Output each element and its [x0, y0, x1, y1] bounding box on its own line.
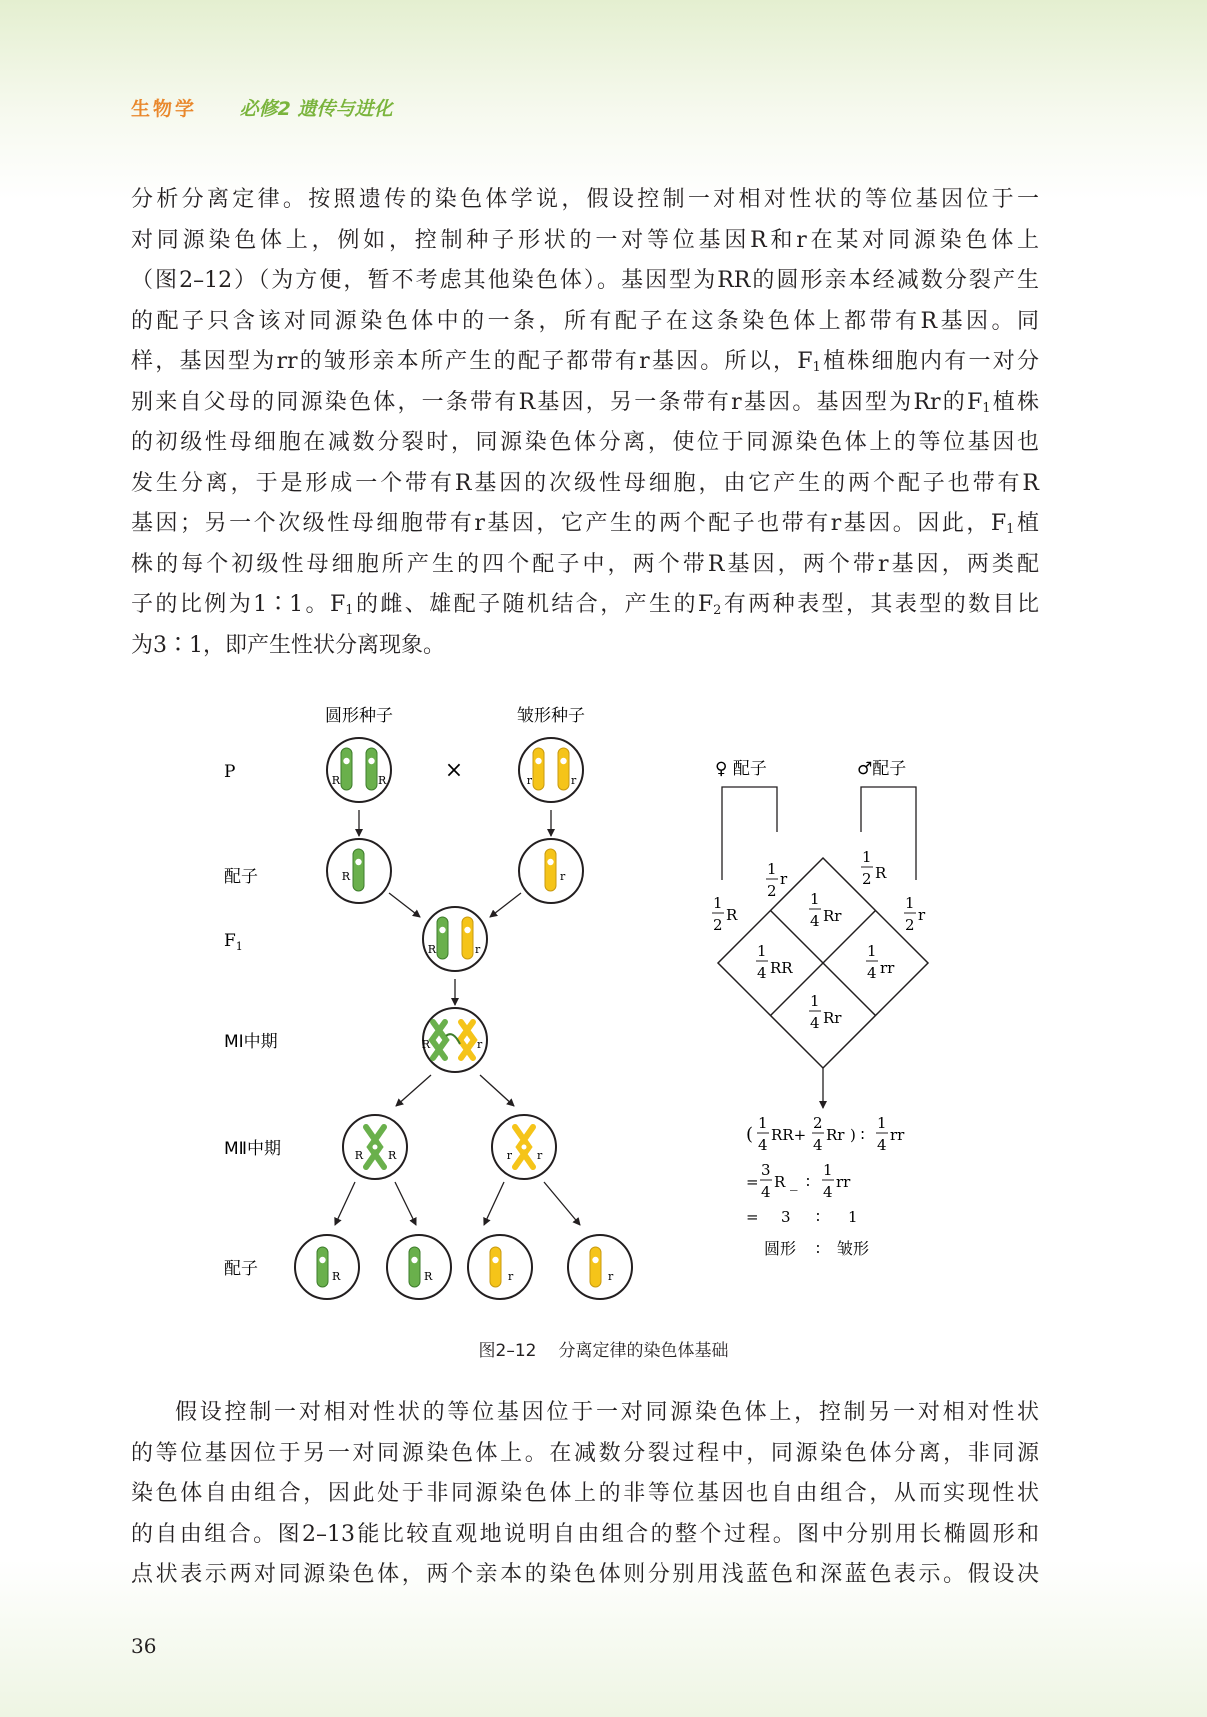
cell-gamete-final-r-1 — [468, 1235, 532, 1299]
cell-parent-rr — [519, 738, 583, 802]
text-run: 的雌、雄配子随机结合，产生的F — [353, 592, 714, 617]
svg-text:Rr: Rr — [823, 1009, 842, 1027]
cell-MII-r — [492, 1115, 556, 1179]
cell-parent-RR — [327, 738, 391, 802]
text-line — [131, 261, 1039, 302]
svg-text:r: r — [475, 943, 481, 956]
figure-title: 分离定律的染色体基础 — [558, 1341, 729, 1361]
text-line — [131, 626, 1039, 667]
paragraph-1 — [131, 180, 1039, 666]
label-male-half-r: 1 — [905, 894, 915, 912]
cell-MII-R — [343, 1115, 407, 1179]
cell-gamete-r — [519, 839, 583, 903]
text-line — [131, 383, 1039, 424]
text-line: 的自由组合。图2–13能比较直观地说明自由组合的整个过程。图中分别用长椭圆形和 — [131, 1521, 1039, 1547]
arrow — [389, 893, 420, 917]
subscript: 2 — [713, 603, 722, 618]
svg-text:rr: rr — [880, 959, 895, 977]
svg-text:2: 2 — [813, 1114, 823, 1132]
svg-text:=: = — [746, 1208, 759, 1226]
svg-text:r: r — [526, 774, 532, 787]
svg-text:4: 4 — [813, 1136, 823, 1154]
svg-text:2: 2 — [713, 916, 723, 934]
text-run: 的初级性母细胞在减数分裂时，同源染色体分离，使位于同源染色体上的等位基因也 — [131, 430, 1039, 455]
label-male-half-R: 1 — [862, 848, 872, 866]
svg-text:r: r — [560, 870, 566, 883]
svg-text:r: r — [477, 1038, 483, 1051]
arrow — [480, 1075, 514, 1106]
text-line — [131, 180, 1039, 221]
svg-text:r: r — [918, 906, 926, 924]
text-line — [131, 545, 1039, 586]
svg-text:4: 4 — [877, 1136, 887, 1154]
female-gamete-label: ♀ 配子 — [715, 759, 767, 779]
row-label-MII: MⅡ中期 — [224, 1139, 282, 1159]
svg-text:1: 1 — [758, 1114, 768, 1132]
text-run: 植 — [1014, 511, 1039, 536]
svg-text:4: 4 — [823, 1183, 833, 1201]
label-female-half-R: 1 — [713, 894, 723, 912]
paragraph-2 — [131, 1393, 1039, 1596]
arrow — [395, 1182, 416, 1225]
svg-text:圆形: 圆形 — [764, 1239, 797, 1258]
figure-2-12 — [0, 690, 1207, 1330]
svg-text:) ∶: ) ∶ — [850, 1126, 865, 1144]
svg-text:r: r — [508, 1270, 514, 1283]
svg-text:4: 4 — [810, 1014, 820, 1032]
cell-gamete-final-R-1 — [295, 1235, 359, 1299]
text-run: （图2–12）（为方便，暂不考虑其他染色体）。基因型为RR的圆形亲本经减数分裂产生 — [131, 268, 1039, 293]
svg-text:r: r — [780, 870, 788, 888]
svg-text:R: R — [421, 1038, 430, 1051]
arrow — [484, 1182, 504, 1225]
cell-bottom-Rr: 1 — [810, 992, 820, 1010]
running-header — [131, 94, 392, 121]
svg-text:R: R — [388, 1149, 397, 1162]
text-run: 植株 — [990, 389, 1039, 415]
header-book-title: 必修2 遗传与进化 — [239, 98, 393, 120]
svg-text:皱形: 皱形 — [837, 1239, 870, 1258]
svg-text:2: 2 — [862, 870, 872, 888]
cell-F1-Rr — [423, 907, 487, 971]
subscript: 1 — [812, 360, 821, 375]
text-run: 基因；另一个次级性母细胞带有r基因，它产生的两个配子也带有r基因。因此，F — [131, 511, 1007, 536]
text-run: 的配子只含该对同源染色体中的一条，所有配子在这条染色体上都带有R基因。同 — [131, 308, 1039, 334]
cell-gamete-final-R-2 — [387, 1235, 451, 1299]
text-line — [131, 302, 1039, 343]
svg-text:rr: rr — [836, 1173, 851, 1191]
row-label-P: P — [224, 762, 236, 782]
arrow — [396, 1075, 431, 1106]
svg-text:1: 1 — [823, 1161, 833, 1179]
svg-text:3: 3 — [761, 1161, 771, 1179]
subscript: 1 — [345, 603, 354, 618]
svg-text:r: r — [537, 1149, 543, 1162]
svg-text:R: R — [378, 774, 387, 787]
svg-text:Rr: Rr — [826, 1126, 845, 1144]
page-number: 36 — [131, 1634, 157, 1658]
label-female-half-r: 1 — [767, 860, 777, 878]
svg-text:1: 1 — [848, 1208, 858, 1226]
text-line — [131, 585, 1039, 626]
text-run: 发生分离，于是形成一个带有R基因的次级性母细胞，由它产生的两个配子也带有R — [131, 470, 1039, 496]
svg-text:4: 4 — [810, 912, 820, 930]
svg-text:∶: ∶ — [806, 1173, 810, 1191]
text-line — [131, 423, 1039, 464]
svg-text:r: r — [506, 1149, 512, 1162]
text-line — [131, 342, 1039, 383]
figure-caption — [0, 1336, 1207, 1361]
text-run: 子的比例为1∶1。F — [131, 592, 346, 617]
svg-text:R: R — [331, 774, 340, 787]
text-line: 染色体自由组合，因此处于非同源染色体上的非等位基因也自由组合，从而实现性状 — [131, 1481, 1039, 1506]
subscript: 1 — [1006, 522, 1015, 537]
svg-text:4: 4 — [757, 964, 767, 982]
svg-text:R: R — [424, 1270, 433, 1283]
svg-text:4: 4 — [758, 1136, 768, 1154]
header-subject: 生物学 — [131, 98, 198, 120]
text-line: 的等位基因位于另一对同源染色体上。在减数分裂过程中，同源染色体分离，非同源 — [131, 1440, 1039, 1466]
row-label-F1: $F_1$ — [224, 931, 243, 953]
svg-text:2: 2 — [905, 916, 915, 934]
text-line: 假设控制一对相对性状的等位基因位于一对同源染色体上，控制另一对相对性状 — [175, 1400, 1039, 1425]
text-line — [131, 504, 1039, 545]
svg-text:rr: rr — [890, 1126, 905, 1144]
svg-text:∶: ∶ — [816, 1240, 820, 1258]
cell-left-RR: 1 — [757, 942, 767, 960]
cross-symbol: × — [444, 758, 464, 783]
cell-right-rr: 1 — [867, 942, 877, 960]
svg-text:R: R — [875, 864, 887, 882]
text-run: 样，基因型为rr的皱形亲本所产生的配子都带有r基因。所以，F — [131, 349, 813, 374]
figure-number: 图2–12 — [478, 1341, 537, 1361]
svg-text:4: 4 — [867, 964, 877, 982]
text-run: 为3∶1，即产生性状分离现象。 — [131, 632, 445, 658]
text-run: 分析分离定律。按照遗传的染色体学说，假设控制一对相对性状的等位基因位于一 — [131, 187, 1039, 212]
text-line — [131, 464, 1039, 505]
svg-text:2: 2 — [767, 882, 777, 900]
svg-text:R: R — [726, 906, 738, 924]
subscript: 1 — [982, 400, 991, 416]
row-label-MI: MⅠ中期 — [224, 1032, 278, 1052]
punnett-labels — [712, 848, 926, 1032]
cell-top-Rr: 1 — [810, 890, 820, 908]
svg-text:Rr: Rr — [823, 907, 842, 925]
svg-text:(: ( — [746, 1124, 754, 1145]
male-bracket — [861, 787, 916, 880]
svg-text:4: 4 — [761, 1183, 771, 1201]
svg-text:r: r — [608, 1270, 614, 1283]
punnett-diamond — [718, 858, 928, 1068]
male-gamete-label: ♂配子 — [857, 759, 907, 779]
svg-text:R: R — [341, 870, 350, 883]
arrow — [335, 1182, 355, 1225]
cell-gamete-final-r-2 — [568, 1235, 632, 1299]
svg-text:RR: RR — [770, 959, 793, 977]
svg-text:∶: ∶ — [816, 1208, 820, 1226]
arrow — [544, 1182, 580, 1225]
svg-text:=: = — [746, 1173, 759, 1191]
text-run: 对同源染色体上，例如，控制种子形状的一对等位基因R和r在某对同源染色体上 — [131, 227, 1039, 253]
row-label-gamete: 配子 — [224, 867, 258, 887]
text-run: 别来自父母的同源染色体，一条带有R基因，另一条带有r基因。基因型为Rr的F — [131, 389, 983, 415]
text-run: 有两种表型，其表型的数目比 — [721, 592, 1039, 617]
cell-gamete-R — [327, 839, 391, 903]
svg-text:3: 3 — [781, 1208, 791, 1226]
text-line: 点状表示两对同源染色体，两个亲本的染色体则分别用浅蓝色和深蓝色表示。假设决 — [131, 1562, 1039, 1587]
wrinkled-seed-label: 皱形种子 — [517, 706, 585, 726]
svg-text:R: R — [354, 1149, 363, 1162]
row-label-gamete-2: 配子 — [224, 1259, 258, 1279]
text-run: 株的每个初级性母细胞所产生的四个配子中，两个带R基因，两个带r基因，两类配 — [131, 551, 1039, 577]
text-run: 植株细胞内有一对分 — [820, 349, 1039, 374]
svg-text:R: R — [332, 1270, 341, 1283]
svg-text:R: R — [427, 943, 436, 956]
svg-text:R _: R _ — [774, 1173, 798, 1191]
round-seed-label: 圆形种子 — [325, 706, 393, 726]
cell-MI-metaphase — [422, 1008, 487, 1072]
ratio-equation — [746, 1114, 905, 1258]
arrow — [490, 893, 521, 917]
svg-text:RR+: RR+ — [771, 1126, 807, 1144]
svg-text:r: r — [571, 774, 577, 787]
text-line — [131, 221, 1039, 262]
svg-text:1: 1 — [877, 1114, 887, 1132]
